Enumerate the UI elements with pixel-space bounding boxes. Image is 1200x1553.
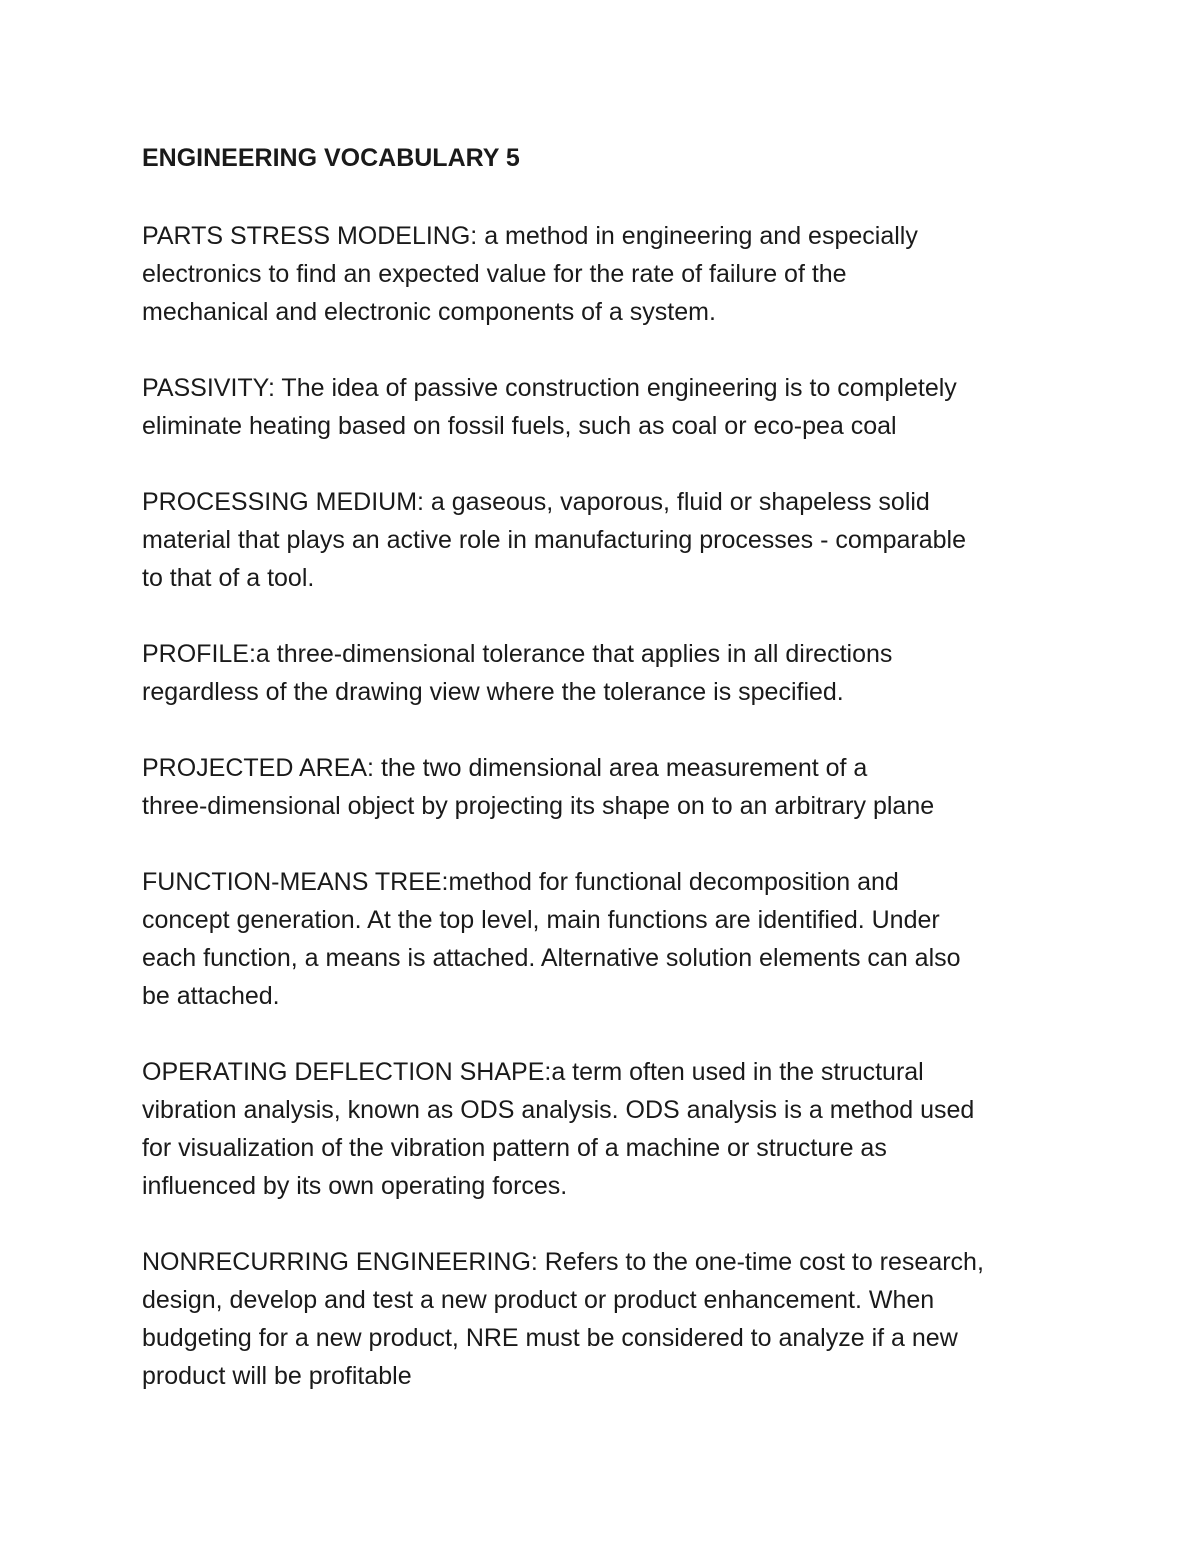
entry-line: product will be profitable [142,1362,412,1390]
entry-line: be attached. [142,982,280,1010]
entry-line: PROJECTED AREA: the two dimensional area measurement of a [142,754,868,782]
document-body [142,137,1072,1433]
entry-line: PASSIVITY: The idea of passive construction engineering is to completely [142,374,957,402]
vocab-entry-processing-medium [142,483,1072,597]
vocab-entry-operating-deflection-shape [142,1053,1072,1205]
entry-line: concept generation. At the top level, main functions are identified. Under [142,906,940,934]
entry-line: PROFILE:a three-dimensional tolerance that applies in all directions [142,640,893,668]
entry-line: PROCESSING MEDIUM: a gaseous, vaporous, fluid or shapeless solid [142,488,930,516]
entry-line: OPERATING DEFLECTION SHAPE:a term often used in the structural [142,1058,924,1086]
vocab-entry-function-means-tree [142,863,1072,1015]
entry-line: regardless of the drawing view where the tolerance is specified. [142,678,844,706]
vocab-entry-passivity [142,369,1072,445]
entry-line: NONRECURRING ENGINEERING: Refers to the one-time cost to research, [142,1248,984,1276]
entry-line: FUNCTION-MEANS TREE:method for functional decomposition and [142,868,899,896]
entry-line: design, develop and test a new product or product enhancement. When [142,1286,935,1314]
vocab-entry-projected-area [142,749,1072,825]
entry-line: eliminate heating based on fossil fuels, such as coal or eco-pea coal [142,412,897,440]
entry-line: to that of a tool. [142,564,315,592]
entry-line: electronics to find an expected value for the rate of failure of the [142,260,847,288]
entry-line: each function, a means is attached. Alternative solution elements can also [142,944,961,972]
entry-line: for visualization of the vibration pattern of a machine or structure as [142,1134,887,1162]
entry-line: mechanical and electronic components of a system. [142,298,716,326]
vocab-entry-profile [142,635,1072,711]
entry-line: three-dimensional object by projecting its shape on to an arbitrary plane [142,792,935,820]
vocab-entry-nonrecurring-engineering [142,1243,1072,1395]
entry-line: PARTS STRESS MODELING: a method in engineering and especially [142,222,918,250]
vocab-entry-parts-stress-modeling [142,217,1072,331]
entry-line: vibration analysis, known as ODS analysis. ODS analysis is a method used [142,1096,975,1124]
document-title: ENGINEERING VOCABULARY 5 [142,144,520,172]
entry-line: budgeting for a new product, NRE must be considered to analyze if a new [142,1324,958,1352]
entry-line: influenced by its own operating forces. [142,1172,568,1200]
entry-line: material that plays an active role in manufacturing processes - comparable [142,526,967,554]
